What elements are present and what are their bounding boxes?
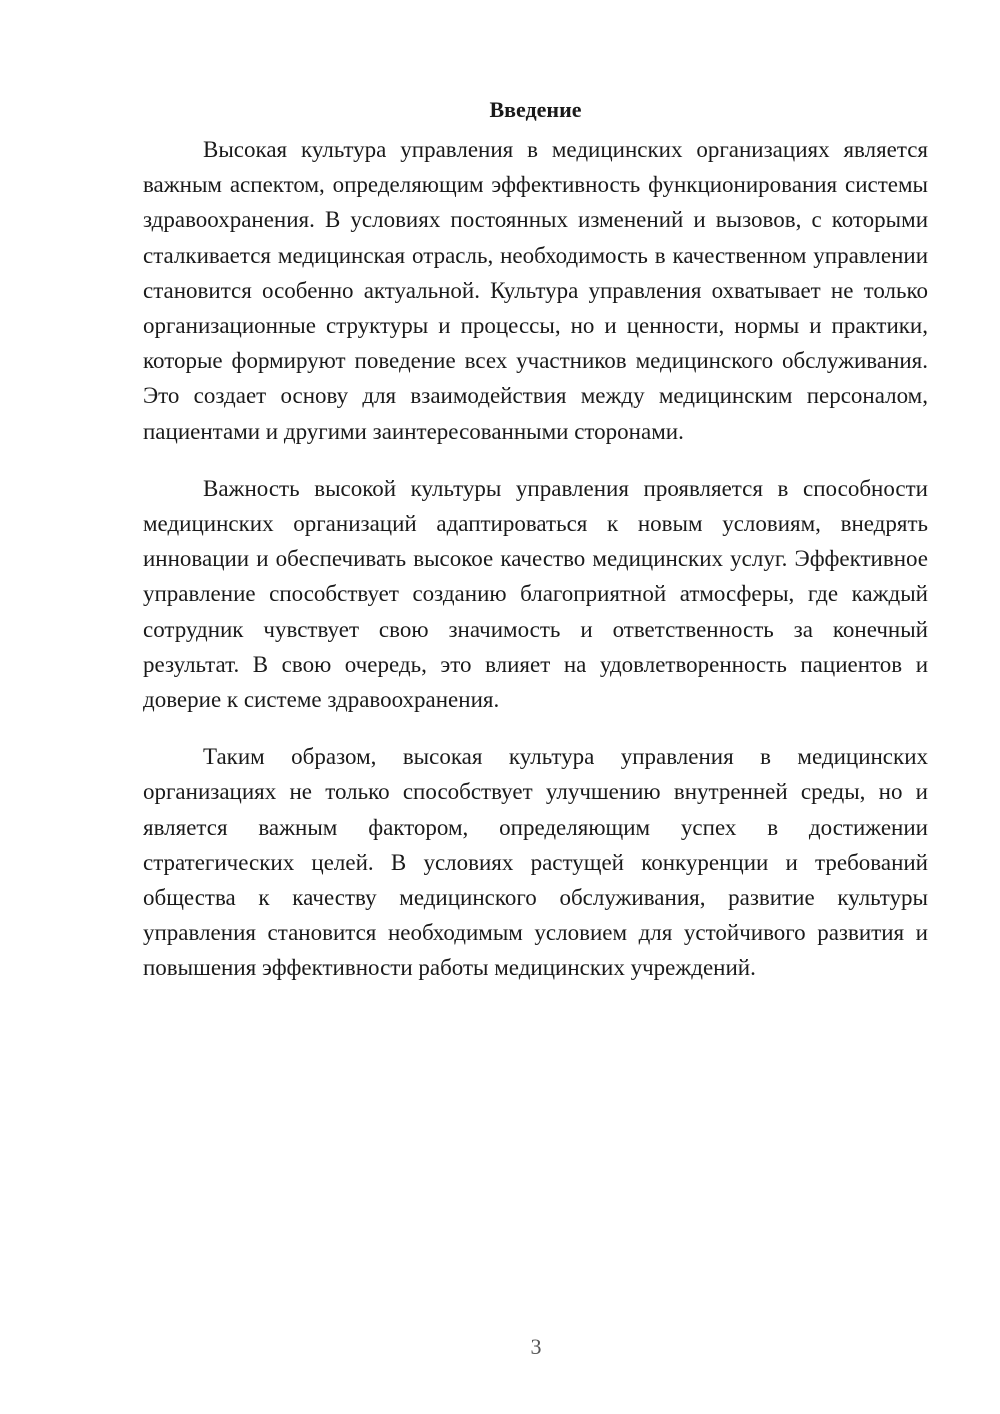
- paragraph-2: Важность высокой культуры управления проявляется в способности медицинских организаций адаптироваться к новым условиям, внедрять инновации и обеспечивать высокое качество медицинских услуг. Эффективное управление способствует созданию благоприятной атмосферы, где каждый сотрудник чувствует свою значимость и ответственность за конечный результат. В свою очередь, это влияет на удовлетворенность пациентов и доверие к системе здравоохранения.: [143, 475, 928, 713]
- paragraph-1: Высокая культура управления в медицинских организациях является важным аспектом, определяющим эффективность функционирования системы здравоохранения. В условиях постоянных изменений и вызовов, с которыми сталкивается медицинская отрасль, необходимость в качественном управлении становится особенно актуальной. Культура управления охватывает не только организационные структуры и процессы, но и ценности, нормы и практики, которые формируют поведение всех участников медицинского обслуживания. Это создает основу для взаимодействия между медицинским персоналом, пациентами и другими заинтересованными сторонами.: [143, 137, 928, 444]
- paragraph-3: Таким образом, высокая культура управления в медицинских организациях не только способствует улучшению внутренней среды, но и является важным фактором, определяющим успех в достижении стратегических целей. В условиях растущей конкуренции и требований общества к качеству медицинского обслуживания, развитие культуры управления становится необходимым условием для устойчивого развития и повышения эффективности работы медицинских учреждений.: [143, 744, 928, 981]
- page-number: 3: [530, 1334, 542, 1359]
- section-heading: Введение: [489, 97, 582, 122]
- page-content: [143, 92, 928, 986]
